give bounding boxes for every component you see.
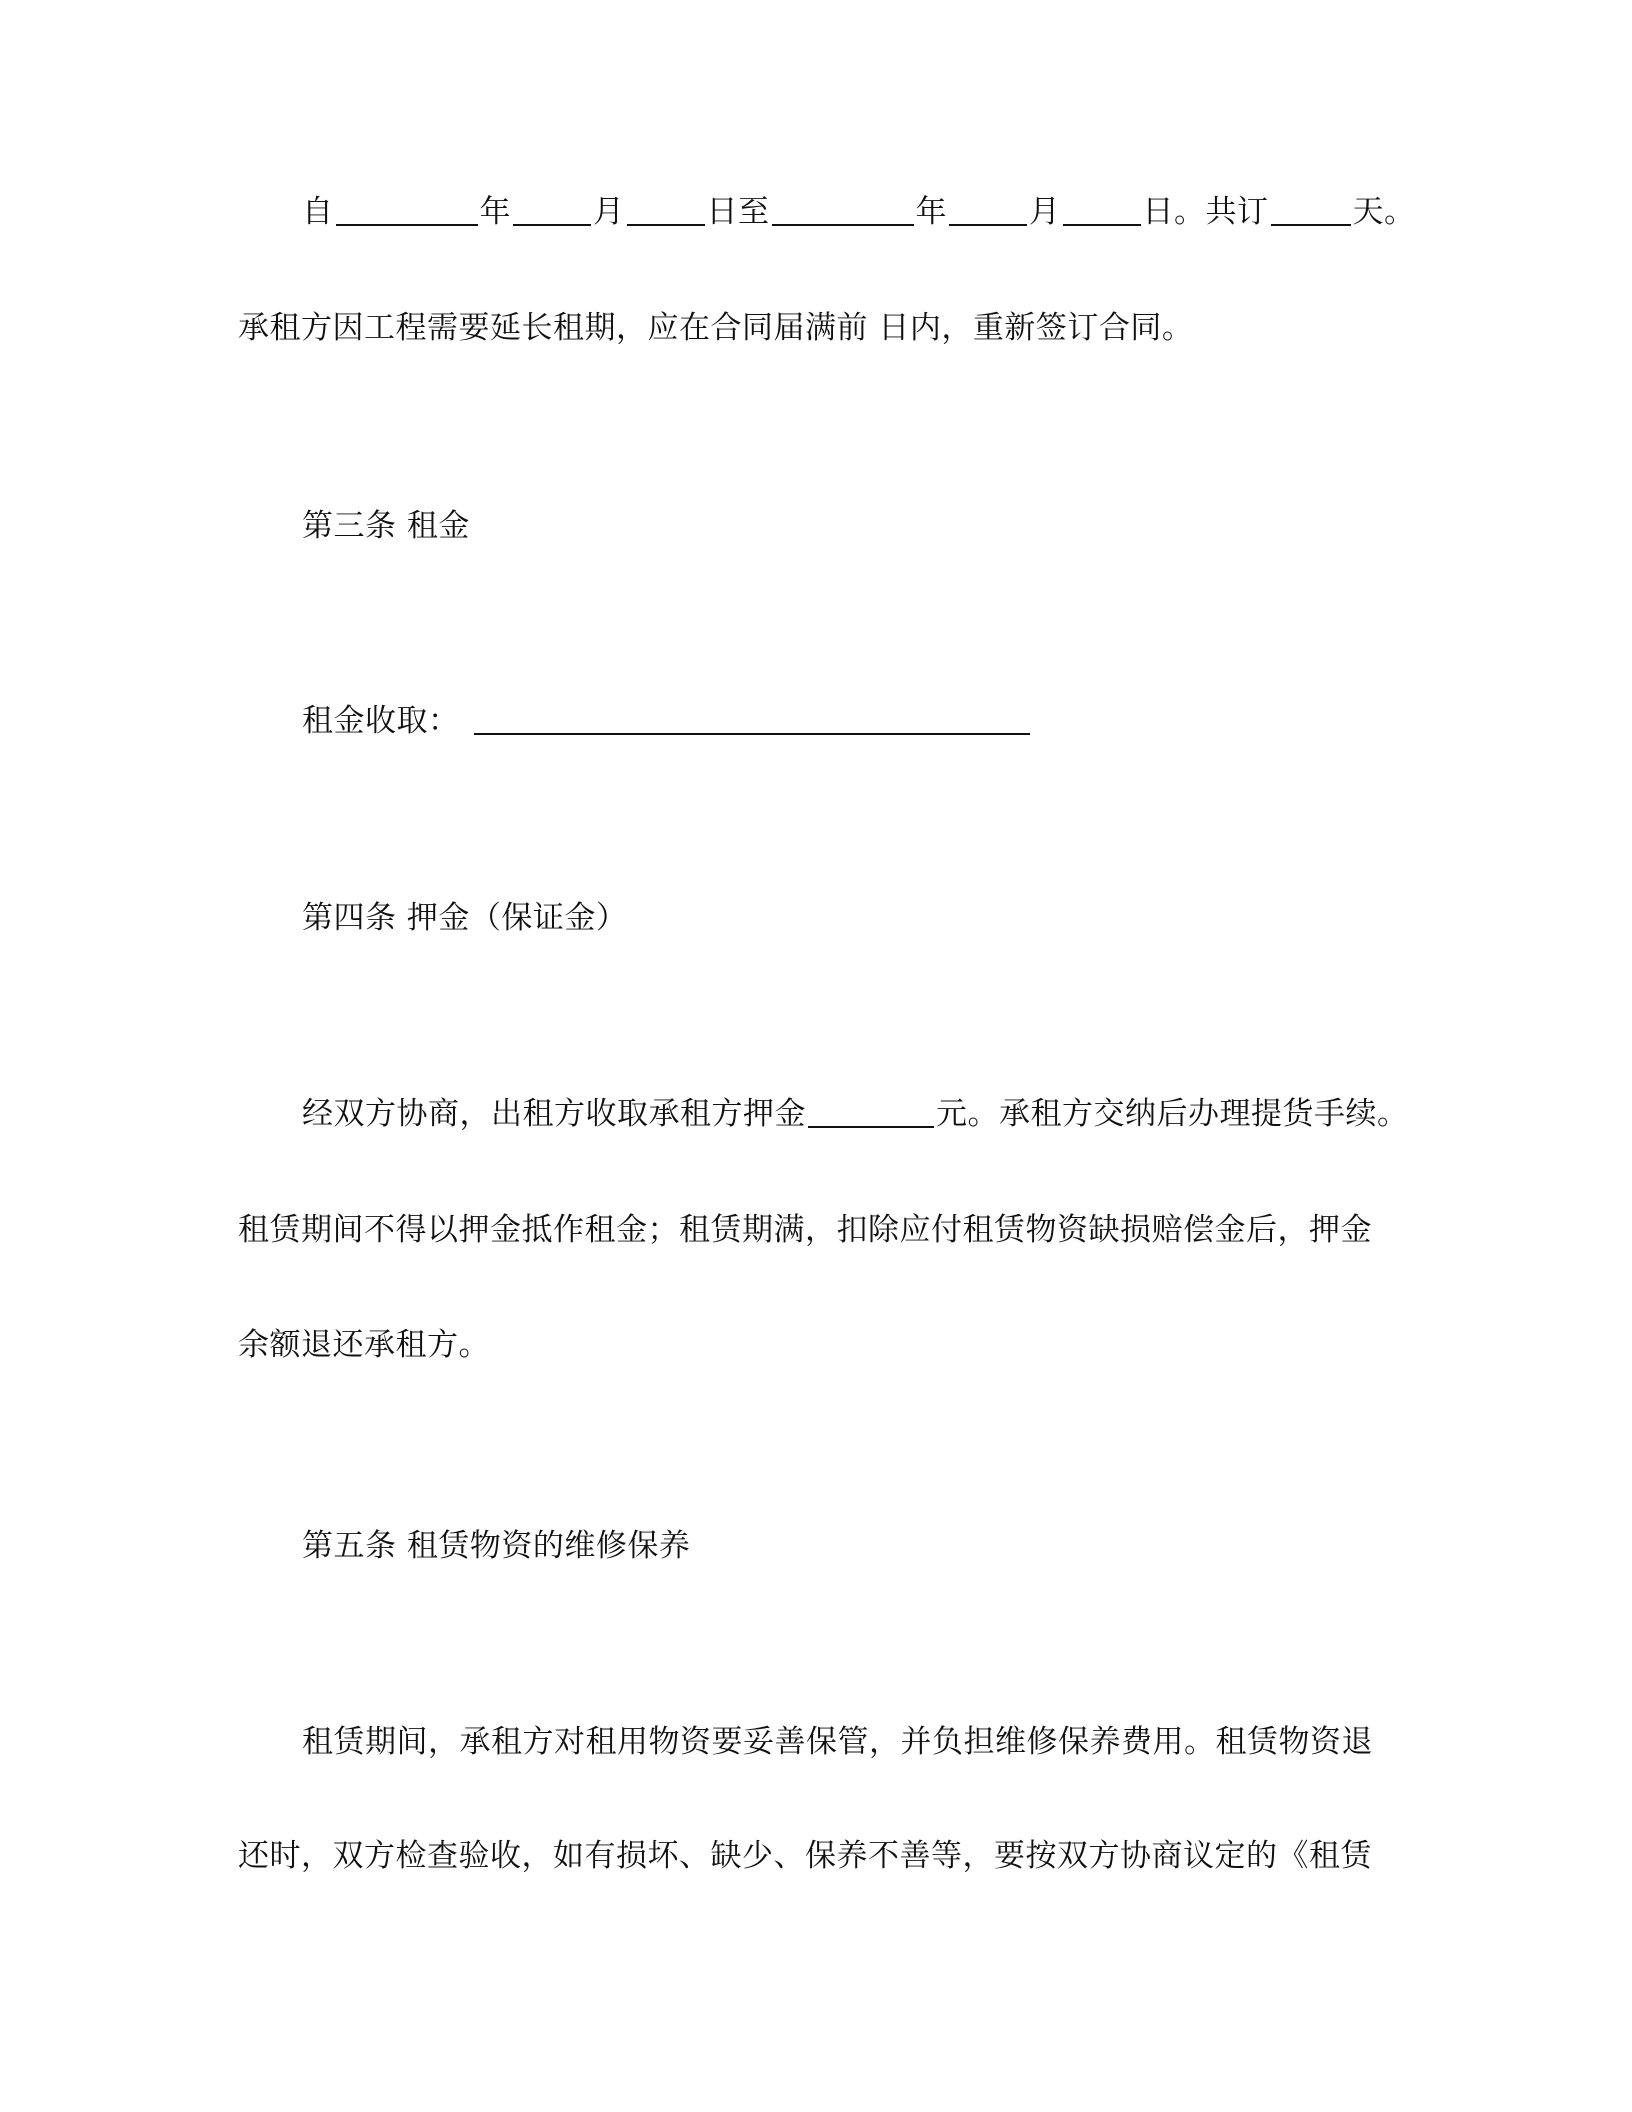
maintenance-line2: 还时，双方检查验收，如有损坏、缺少、保养不善等，要按双方协商议定的《租赁: [238, 1838, 1372, 1874]
deposit-line1: [302, 1094, 1409, 1134]
start-year-label: 年: [479, 194, 511, 230]
start-month-blank[interactable]: [513, 194, 591, 226]
days-suffix-label: 天。: [1352, 194, 1416, 230]
deposit-line3: 余额退还承租方。: [238, 1327, 490, 1363]
maintenance-line1: 租赁期间，承租方对租用物资要妥善保管，并负担维修保养费用。租赁物资退: [302, 1724, 1373, 1760]
article4-heading: 第四条 押金（保证金）: [302, 900, 628, 936]
start-year-blank[interactable]: [336, 194, 478, 226]
deposit-line1-suffix: 元。承租方交纳后办理提货手续。: [936, 1096, 1409, 1132]
start-month-label: 月: [593, 194, 625, 230]
end-month-blank[interactable]: [949, 194, 1027, 226]
rent-collection-label: 租金收取：: [302, 703, 460, 739]
extension-paragraph: 承租方因工程需要延长租期，应在合同届满前 日内，重新签订合同。: [238, 310, 1194, 346]
start-day-to-label: 日至: [706, 194, 770, 230]
lease-date-range-line: [302, 192, 1416, 232]
end-day-total-label: 日。共订: [1142, 194, 1269, 230]
end-year-blank[interactable]: [772, 194, 914, 226]
end-year-label: 年: [915, 194, 947, 230]
end-day-blank[interactable]: [1063, 194, 1141, 226]
end-month-label: 月: [1029, 194, 1061, 230]
article5-heading: 第五条 租赁物资的维修保养: [302, 1528, 691, 1564]
deposit-line2: 租赁期间不得以押金抵作租金；租赁期满，扣除应付租赁物资缺损赔偿金后，押金: [238, 1212, 1372, 1248]
rent-collection-line: [302, 701, 1032, 741]
date-from-label: 自: [302, 194, 334, 230]
start-day-blank[interactable]: [627, 194, 705, 226]
deposit-amount-blank[interactable]: [808, 1096, 934, 1128]
rent-collection-blank[interactable]: [474, 703, 1030, 735]
article3-heading: 第三条 租金: [302, 508, 470, 544]
deposit-line1-prefix: 经双方协商，出租方收取承租方押金: [302, 1096, 806, 1132]
total-days-blank[interactable]: [1271, 194, 1351, 226]
